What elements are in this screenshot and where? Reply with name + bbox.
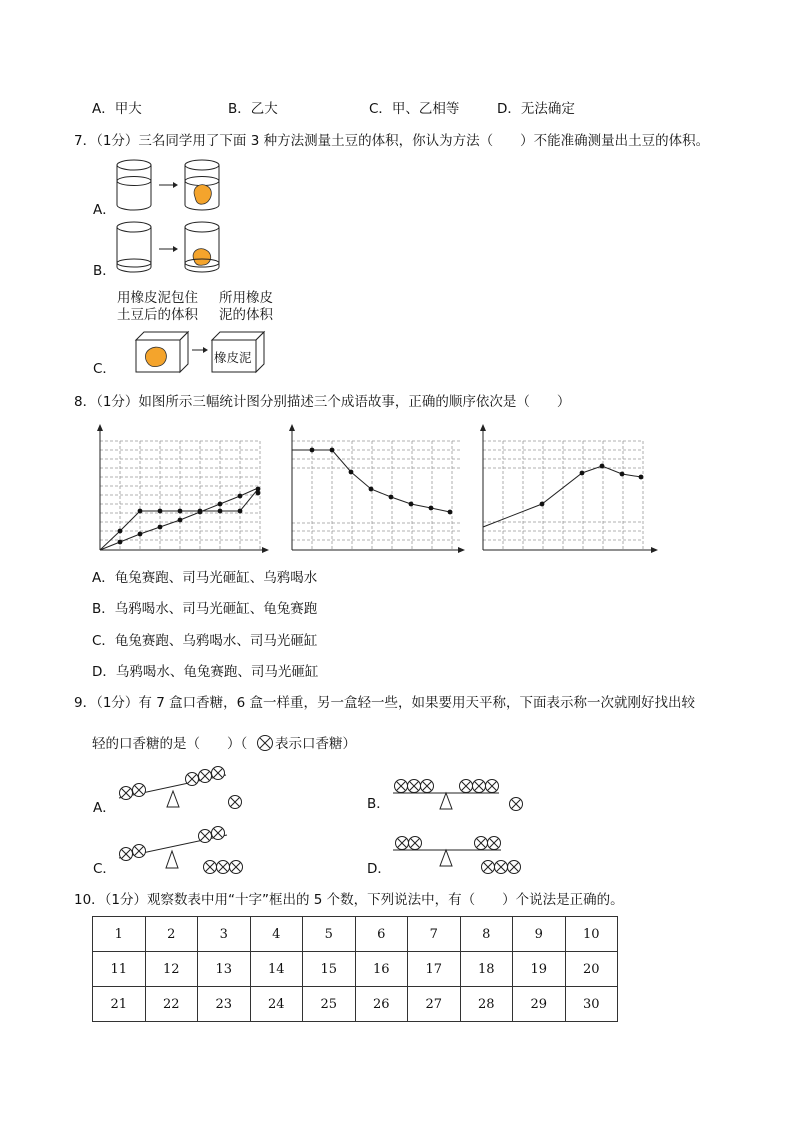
- table-cell: 1: [93, 917, 146, 952]
- table-cell: 8: [460, 917, 513, 952]
- q7-figure-b: [115, 219, 235, 281]
- number-table: [92, 916, 618, 1022]
- table-cell: 17: [408, 952, 461, 987]
- q7-caption-right-line2: 泥的体积: [219, 307, 273, 323]
- q9-stem-line1: 9．（1分）有 7 盒口香糖，6 盒一样重，另一盒轻一些，如果要用天平称，下面表示称一次就刚好找出较: [74, 695, 695, 711]
- q7-figure-c: [132, 326, 292, 374]
- q9-label-b[interactable]: B．: [367, 796, 390, 812]
- q10-stem: 10．（1分）观察数表中用“十字”框出的 5 个数，下列说法中，有（ ）个说法是正确的。: [74, 892, 624, 908]
- q9-balance-d: [391, 830, 541, 875]
- table-cell: 13: [198, 952, 251, 987]
- table-row: [93, 987, 618, 1022]
- table-cell: 19: [513, 952, 566, 987]
- table-cell: 30: [565, 987, 618, 1022]
- q8-option-d[interactable]: D．乌鸦喝水、龟兔赛跑、司马光砸缸: [92, 664, 319, 680]
- q7-label-a[interactable]: A．: [93, 202, 116, 218]
- q7-label-c[interactable]: C．: [93, 361, 116, 377]
- table-cell: 28: [460, 987, 513, 1022]
- table-cell: 15: [303, 952, 356, 987]
- table-cell: 23: [198, 987, 251, 1022]
- table-cell: 25: [303, 987, 356, 1022]
- table-cell: 12: [145, 952, 198, 987]
- table-cell: 4: [250, 917, 303, 952]
- table-cell: 24: [250, 987, 303, 1022]
- q9-balance-b: [391, 774, 531, 814]
- table-cell: 18: [460, 952, 513, 987]
- q7-stem: 7．（1分）三名同学用了下面 3 种方法测量土豆的体积，你认为方法（ ）不能准确测量出土豆的体积。: [74, 133, 710, 149]
- table-cell: 16: [355, 952, 408, 987]
- q9-balance-a: [115, 765, 255, 815]
- q6-option-b[interactable]: B．乙大: [228, 101, 278, 117]
- q7-caption-left-line2: 土豆后的体积: [117, 307, 198, 323]
- table-cell: 20: [565, 952, 618, 987]
- table-cell: 6: [355, 917, 408, 952]
- table-cell: 22: [145, 987, 198, 1022]
- q7-label-b[interactable]: B．: [93, 263, 116, 279]
- q6-option-d[interactable]: D．无法确定: [497, 101, 575, 117]
- table-row: [93, 917, 618, 952]
- q8-option-a[interactable]: A．龟兔赛跑、司马光砸缸、乌鸦喝水: [92, 570, 318, 586]
- table-cell: 27: [408, 987, 461, 1022]
- table-cell: 7: [408, 917, 461, 952]
- q7-figure-a: [115, 157, 235, 219]
- table-cell: 26: [355, 987, 408, 1022]
- q9-label-a[interactable]: A．: [93, 800, 116, 816]
- q7-caption-right: [219, 290, 273, 324]
- q8-stem: 8．（1分）如图所示三幅统计图分别描述三个成语故事，正确的顺序依次是（ ）: [74, 394, 571, 410]
- q9-label-c[interactable]: C．: [93, 861, 116, 877]
- table-cell: 10: [565, 917, 618, 952]
- q9-stem-line2a: 轻的口香糖的是（ ）（: [92, 736, 248, 752]
- q8-graph-1: [92, 423, 272, 555]
- q9-label-d[interactable]: D．: [367, 861, 391, 877]
- q7-caption-left: [117, 290, 198, 324]
- table-cell: 2: [145, 917, 198, 952]
- table-cell: 3: [198, 917, 251, 952]
- q6-option-c[interactable]: C．甲、乙相等: [369, 101, 460, 117]
- table-cell: 29: [513, 987, 566, 1022]
- q6-option-a[interactable]: A．甲大: [92, 101, 142, 117]
- q7-caption-left-line1: 用橡皮泥包住: [117, 290, 198, 306]
- table-cell: 14: [250, 952, 303, 987]
- q8-graph-2: [284, 423, 469, 555]
- q7-box-label: 橡皮泥: [214, 350, 252, 365]
- gum-symbol-icon: [256, 734, 274, 752]
- q8-option-c[interactable]: C．龟兔赛跑、乌鸦喝水、司马光砸缸: [92, 633, 318, 649]
- q8-graph-3: [475, 423, 660, 555]
- table-cell: 21: [93, 987, 146, 1022]
- table-cell: 11: [93, 952, 146, 987]
- q7-caption-right-line1: 所用橡皮: [219, 290, 273, 306]
- table-row: [93, 952, 618, 987]
- table-cell: 9: [513, 917, 566, 952]
- q8-option-b[interactable]: B．乌鸦喝水、司马光砸缸、龟兔赛跑: [92, 601, 318, 617]
- table-cell: 5: [303, 917, 356, 952]
- q9-balance-c: [115, 824, 265, 874]
- q9-stem-line2b: 表示口香糖）: [275, 736, 356, 752]
